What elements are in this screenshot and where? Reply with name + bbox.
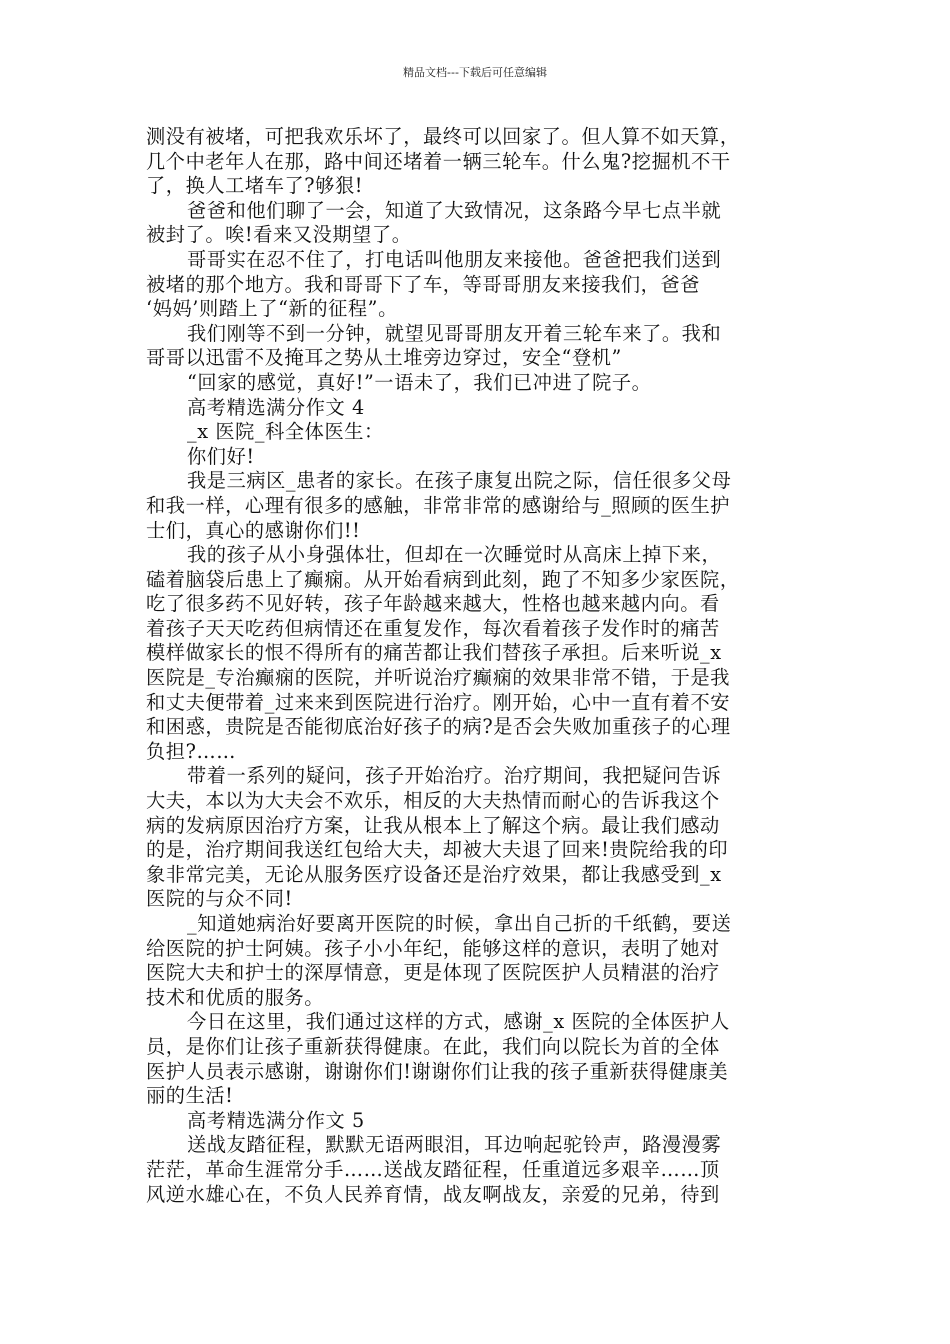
text-line: ‘妈妈’则踏上了“新的征程”。: [146, 297, 398, 321]
text-line: 负担?……: [146, 739, 237, 763]
text-line: 技术和优质的服务。: [146, 985, 325, 1009]
text-line: 医院是_专治癫痫的医院，并听说治疗癫痫的效果非常不错，于是我: [146, 666, 731, 690]
text-line: 和困惑，贵院是否能彻底治好孩子的病?是否会失败加重孩子的心理: [146, 715, 731, 739]
text-line: 士们，真心的感谢你们!!: [146, 518, 361, 542]
text-line: “回家的感觉，真好!”一语未了，我们已冲进了院子。: [187, 370, 652, 394]
text-line: 了，换人工堵车了?够狠!: [146, 174, 364, 198]
text-line: _知道她病治好要离开医院的时候，拿出自己折的千纸鹤，要送: [187, 912, 732, 935]
text-line: 病的发病原因治疗方案，让我从根本上了解这个病。最让我们感动: [146, 813, 720, 837]
page-header: 精品文档---下载后可任意编辑: [403, 66, 547, 79]
text-line: 医护人员表示感谢，谢谢你们!谢谢你们让我的孩子重新获得健康美: [146, 1059, 729, 1083]
text-line: 爸爸和他们聊了一会，知道了大致情况，这条路今早七点半就: [187, 198, 722, 222]
text-line: 哥哥以迅雷不及掩耳之势从土堆旁边穿过，安全“登机”: [146, 346, 622, 370]
text-line: 模样做家长的恨不得所有的痛苦都让我们替孩子承担。后来听说_x: [146, 641, 722, 665]
text-line: 的是，治疗期间我送红包给大夫，却被大夫退了回来!贵院给我的印: [146, 838, 729, 862]
text-line: 着孩子天天吃药但病情还在重复发作，每次看着孩子发作时的痛苦: [146, 616, 720, 640]
text-line: 带着一系列的疑问，孩子开始治疗。治疗期间，我把疑问告诉: [187, 764, 722, 788]
text-line: _x 医院_科全体医生：: [187, 420, 384, 444]
text-line: 你们好!: [187, 444, 255, 468]
text-line: 几个中老年人在那，路中间还堵着一辆三轮车。什么鬼?挖掘机不干: [146, 149, 731, 173]
document-body: [146, 125, 808, 1207]
text-line: 象非常完美，无论从服务医疗设备还是治疗效果，都让我感受到_x: [146, 862, 722, 886]
text-line: 员，是你们让孩子重新获得健康。在此，我们向以院长为首的全体: [146, 1034, 720, 1058]
text-line: 茫茫，革命生涯常分手……送战友踏征程，任重道远多艰辛……顶: [146, 1157, 720, 1181]
text-line: 被封了。唉!看来又没期望了。: [146, 223, 412, 247]
text-line: 风逆水雄心在，不负人民养育情，战友啊战友，亲爱的兄弟，待到: [146, 1182, 720, 1206]
text-line: 今日在这里，我们通过这样的方式，感谢_x 医院的全体医护人: [187, 1010, 730, 1034]
text-line: 和丈夫便带着_过来来到医院进行治疗。刚开始，心中一直有着不安: [146, 690, 731, 714]
text-line: 高考精选满分作文 5: [187, 1108, 365, 1132]
text-line: 大夫，本以为大夫会不欢乐，相反的大夫热情而耐心的告诉我这个: [146, 789, 720, 813]
text-line: 丽的生活!: [146, 1084, 234, 1108]
text-line: 我是三病区_患者的家长。在孩子康复出院之际，信任很多父母: [187, 469, 732, 493]
text-line: 我的孩子从小身强体壮，但却在一次睡觉时从高床上掉下来，: [187, 543, 722, 567]
text-line: 医院大夫和护士的深厚情意，更是体现了医院医护人员精湛的治疗: [146, 961, 720, 985]
text-line: 送战友踏征程，默默无语两眼泪，耳边响起驼铃声，路漫漫雾: [187, 1133, 722, 1157]
text-line: 我们刚等不到一分钟，就望见哥哥朋友开着三轮车来了。我和: [187, 321, 722, 345]
text-line: 测没有被堵，可把我欢乐坏了，最终可以回家了。但人算不如天算，: [146, 125, 740, 148]
text-line: 被堵的那个地方。我和哥哥下了车，等哥哥朋友来接我们，爸爸: [146, 272, 701, 296]
text-line: 和我一样，心理有很多的感触，非常非常的感谢给与_照顾的医生护: [146, 493, 731, 517]
text-line: 吃了很多药不见好转，孩子年龄越来越大，性格也越来越内向。看: [146, 592, 720, 616]
text-line: 给医院的护士阿姨。孩子小小年纪，能够这样的意识，表明了她对: [146, 936, 720, 960]
text-line: 磕着脑袋后患上了癫痫。从开始看病到此刻，跑了不知多少家医院，: [146, 567, 740, 591]
text-line: 高考精选满分作文 4: [187, 395, 365, 419]
text-line: 医院的与众不同!: [146, 887, 293, 911]
text-line: 哥哥实在忍不住了，打电话叫他朋友来接他。爸爸把我们送到: [187, 247, 722, 271]
